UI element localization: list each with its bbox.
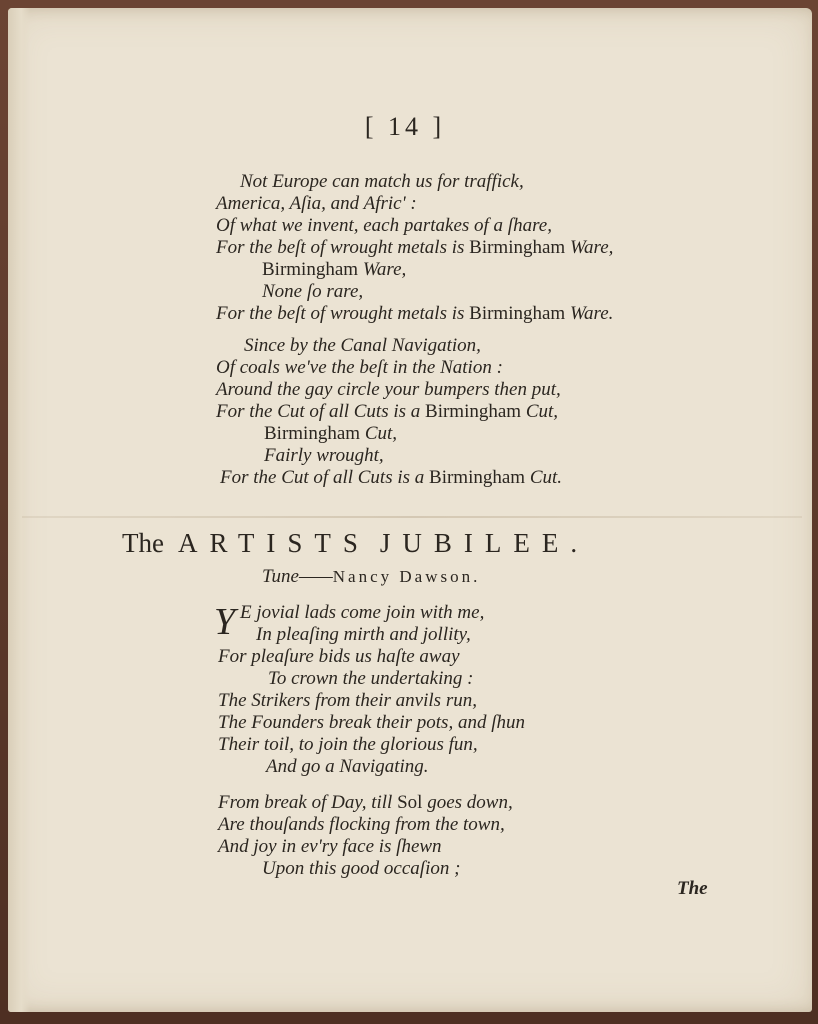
verse-italic-text: Are thouſands flocking from the town,: [218, 814, 505, 835]
verse-italic-text: For the beſt of wrought metals is: [216, 303, 465, 324]
verse-roman-text: Sol: [392, 792, 423, 813]
verse-line: [216, 193, 417, 215]
verse-italic-text: Cut,: [360, 423, 398, 444]
verse-italic-text: Ware.: [565, 303, 614, 324]
verse-italic-text: Around the gay circle your bumpers then put,: [216, 379, 561, 400]
verse-italic-text: In pleaſing mirth and jollity,: [256, 624, 471, 645]
verse-line: [262, 281, 363, 303]
tune-label: Tune——: [262, 566, 333, 587]
verse-line: [220, 467, 562, 489]
tune-line: [262, 566, 480, 588]
verse-italic-text: Fairly wrought,: [264, 445, 384, 466]
verse-roman-text: Birmingham: [420, 401, 522, 422]
verse-line: [216, 303, 613, 325]
verse-italic-text: The Founders break their pots, and ſhun: [218, 712, 525, 733]
verse-italic-text: Their toil, to join the glorious fun,: [218, 734, 478, 755]
verse-italic-text: For the beſt of wrought metals is: [216, 237, 465, 258]
verse-italic-text: And joy in ev'ry face is ſhewn: [218, 836, 442, 857]
verse-italic-text: And go a Navigating.: [266, 756, 429, 777]
verse-italic-text: Of what we invent, each partakes of a ſhare,: [216, 215, 552, 236]
verse-italic-text: E jovial lads come join with me,: [240, 602, 485, 623]
verse-line: [216, 215, 552, 237]
page-fold-crease: [22, 516, 802, 518]
verse-line: [264, 423, 397, 445]
verse-italic-text: Ware,: [565, 237, 614, 258]
verse-line: [216, 379, 561, 401]
verse-line: [244, 335, 481, 357]
verse-italic-text: From break of Day, till: [218, 792, 393, 813]
verse-italic-text: Ware,: [358, 259, 407, 280]
verse-italic-text: Upon this good occaſion ;: [262, 858, 461, 879]
verse-line: [218, 836, 442, 858]
verse-italic-text: For the Cut of all Cuts is a: [216, 401, 421, 422]
verse-roman-text: Birmingham: [262, 259, 359, 280]
verse-italic-text: None ſo rare,: [262, 281, 364, 302]
title-article: The: [122, 528, 164, 558]
tune-name: Nancy Dawson.: [332, 567, 481, 586]
verse-italic-text: Cut,: [521, 401, 559, 422]
drop-cap: Y: [214, 601, 236, 643]
verse-roman-text: Birmingham: [464, 237, 566, 258]
verse-line: [262, 858, 460, 880]
verse-italic-text: The Strikers from their anvils run,: [218, 690, 477, 711]
verse-line: [216, 237, 613, 259]
verse-line: [216, 401, 558, 423]
verse-line: [218, 712, 525, 734]
verse-italic-text: Cut.: [525, 467, 563, 488]
verse-roman-text: Birmingham: [264, 423, 361, 444]
verse-line: [216, 357, 503, 379]
verse-roman-text: Birmingham: [464, 303, 566, 324]
verse-line: [268, 668, 473, 690]
verse-line: [218, 814, 505, 836]
title-word-jubilee: JUBILEE.: [379, 528, 590, 558]
verse-line: [218, 734, 478, 756]
title-word-artists: ARTISTS: [177, 528, 370, 558]
verse-line: [264, 445, 384, 467]
verse-line: [218, 690, 477, 712]
catchword: The: [677, 878, 708, 899]
verse-italic-text: For pleaſure bids us haſte away: [218, 646, 460, 667]
verse-line: [266, 756, 429, 778]
verse-italic-text: For the Cut of all Cuts is a: [220, 467, 425, 488]
song-title: [122, 528, 589, 559]
verse-italic-text: Not Europe can match us for traffick,: [240, 171, 524, 192]
verse-italic-text: Of coals we've the beſt in the Nation :: [216, 357, 503, 378]
verse-line: [218, 646, 460, 668]
page-number: [ 14 ]: [364, 112, 446, 141]
verse-italic-text: To crown the undertaking :: [268, 668, 474, 689]
verse-line: [256, 624, 471, 646]
verse-italic-text: goes down,: [422, 792, 513, 813]
verse-line: [262, 259, 406, 281]
verse-line: [240, 171, 524, 193]
verse-italic-text: America, Aſia, and Afric' :: [216, 193, 417, 214]
verse-italic-text: Since by the Canal Navigation,: [244, 335, 481, 356]
verse-roman-text: Birmingham: [424, 467, 526, 488]
verse-line: [218, 792, 513, 814]
verse-line: [240, 602, 484, 624]
